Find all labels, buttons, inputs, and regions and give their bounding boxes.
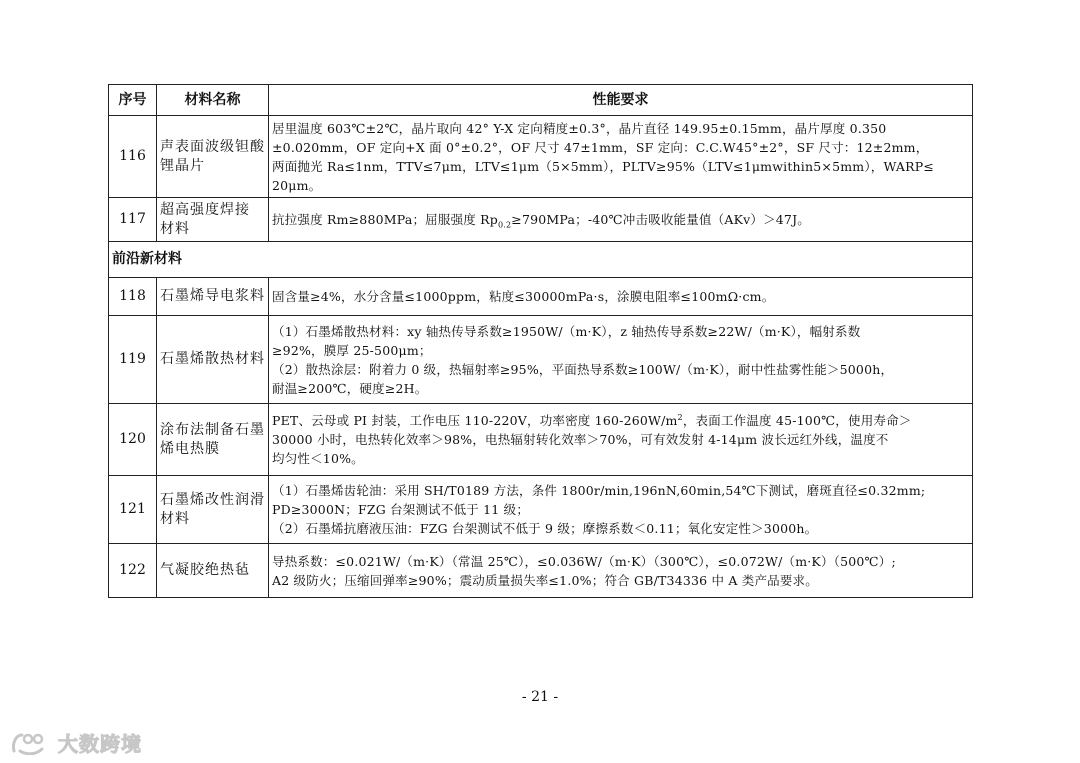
row-material-name: 石墨烯散热材料 — [157, 316, 269, 404]
table-row — [109, 316, 973, 404]
row-requirements: PET、云母或 PI 封装，工作电压 110-220V，功率密度 $160-260W/m^2$，表面工作温度 45-100℃，使用寿命＞ 30000 小时，电热转化效率＞98%，电热辐射转化效率＞70%，可有效发射 4-14μm 波长远红外线，温度不 均匀性＜10%。 — [269, 404, 973, 476]
header-performance-requirements: 性能要求 — [269, 85, 973, 116]
row-serial-number: 119 — [109, 316, 157, 404]
table-row — [109, 476, 973, 544]
section-row — [109, 242, 973, 278]
table-row — [109, 404, 973, 476]
table-row — [109, 198, 973, 242]
performance-spec-table — [108, 84, 973, 598]
row-requirements: 导热系数：≤0.021W/（m·K）（常温 25℃），≤0.036W/（m·K）（300℃），≤0.072W/（m·K）（500℃）; A2 级防火；压缩回弹率≥90%；震动质量损失率≤1.0%；符合 GB/T34336 中 A 类产品要求。 — [269, 544, 973, 598]
row-requirements: 抗拉强度 Rm≥880MPa；屈服强度 $Rp_{0.2}\ge 790MPa$；-40℃冲击吸收能量值（AKv）＞47J。 — [269, 198, 973, 242]
watermark-logo-icon — [10, 731, 54, 755]
table-row — [109, 278, 973, 316]
row-serial-number: 121 — [109, 476, 157, 544]
table-row — [109, 544, 973, 598]
row-requirements: 居里温度 603℃±2℃，晶片取向 42° Y-X 定向精度±0.3°，晶片直径 149.95±0.15mm，晶片厚度 0.350 ±0.020mm，OF 定向+X 面 0°±0.2°，OF 尺寸 47±1mm，SF 定向：C.C.W45°±2°，SF 尺寸：12±2mm， 两面抛光 Ra≤1nm，TTV≤7μm，LTV≤1μm（5×5mm），PLTV≥95%（LTV≤1μmwithin5×5mm），WARP≤ 20μm。 — [269, 116, 973, 198]
header-material-name: 材料名称 — [157, 85, 269, 116]
table-row — [109, 116, 973, 198]
row-requirements: （1）石墨烯齿轮油：采用 SH/T0189 方法，条件 1800r/min,196nN,60min,54℃下测试，磨斑直径≤0.32mm; PD≥3000N；FZG 台架测试不低于 11 级； （2）石墨烯抗磨液压油：FZG 台架测试不低于 9 级；摩擦系数＜0.11；氧化安定性＞3000h。 — [269, 476, 973, 544]
row-material-name: 涂布法制备石墨 烯电热膜 — [157, 404, 269, 476]
table-header-row — [109, 85, 973, 116]
row-serial-number: 120 — [109, 404, 157, 476]
row-requirements: （1）石墨烯散热材料：xy 轴热传导系数≥1950W/（m·K），z 轴热传导系数≥22W/（m·K），幅射系数 ≥92%，膜厚 25-500μm； （2）散热涂层：附着力 0 级，热辐射率≥95%，平面热导系数≥100W/（m·K），耐中性盐雾性能＞5000h， 耐温≥200℃，硬度≥2H。 — [269, 316, 973, 404]
row-material-name: 声表面波级钽酸 锂晶片 — [157, 116, 269, 198]
row-material-name: 石墨烯导电浆料 — [157, 278, 269, 316]
row-serial-number: 118 — [109, 278, 157, 316]
row-material-name: 气凝胶绝热毡 — [157, 544, 269, 598]
row-material-name: 石墨烯改性润滑 材料 — [157, 476, 269, 544]
header-serial-number: 序号 — [109, 85, 157, 116]
row-requirements: 固含量≥4%，水分含量≤1000ppm，粘度≤30000mPa·s，涂膜电阻率≤100mΩ·cm。 — [269, 278, 973, 316]
watermark-text: 大数跨境 — [58, 732, 142, 756]
row-serial-number: 116 — [109, 116, 157, 198]
page-number: - 21 - — [521, 689, 559, 705]
row-material-name: 超高强度焊接 材料 — [157, 198, 269, 242]
row-serial-number: 122 — [109, 544, 157, 598]
watermark — [10, 728, 142, 757]
row-serial-number: 117 — [109, 198, 157, 242]
section-title: 前沿新材料 — [109, 242, 973, 278]
